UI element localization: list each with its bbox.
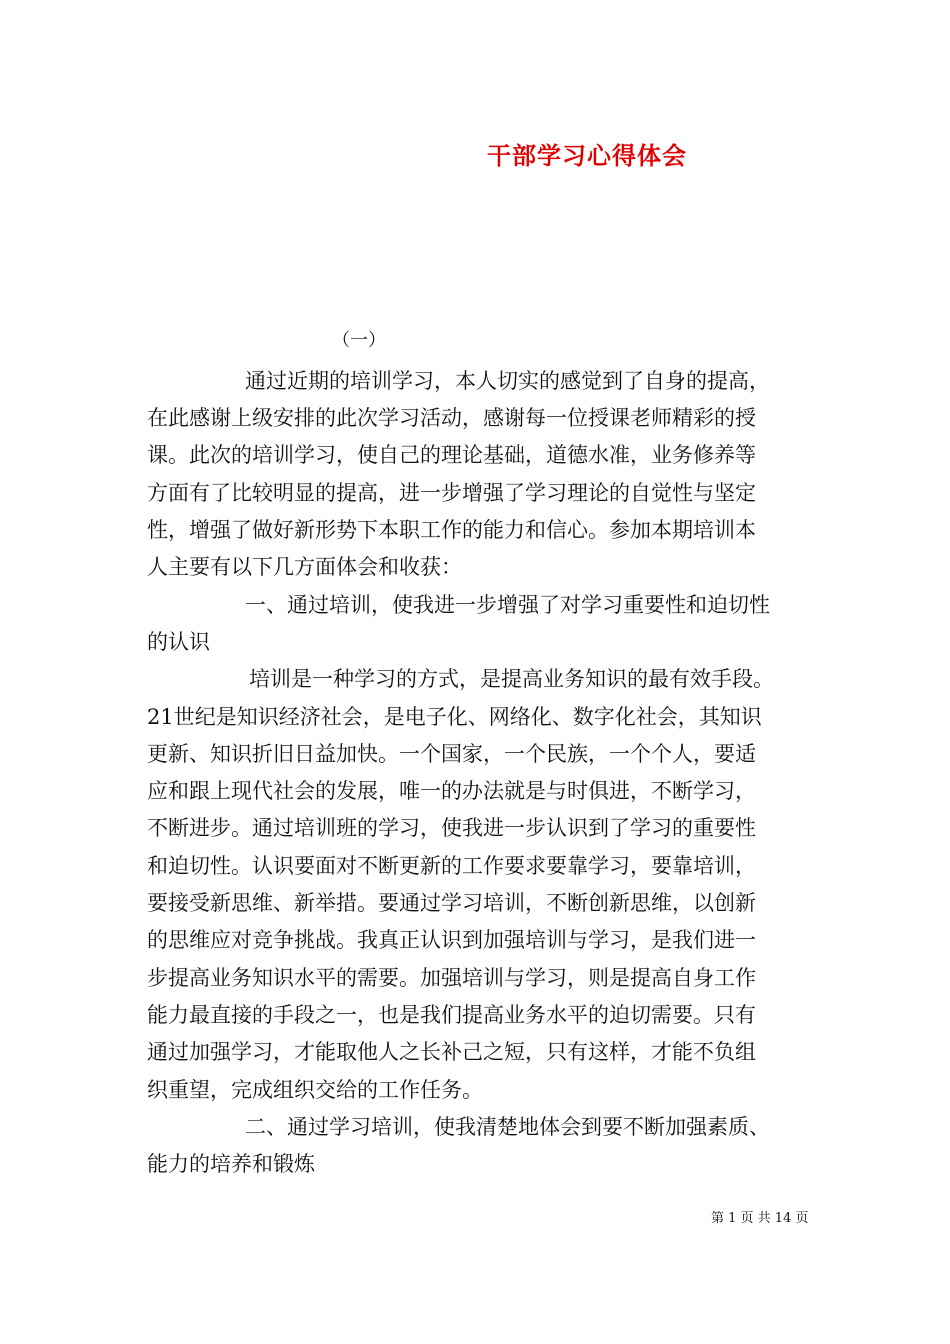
text-line: 通过近期的培训学习，本人切实的感觉到了自身的提高， — [245, 369, 770, 393]
document-title: 干部学习心得体会 — [487, 141, 687, 170]
text-line: 21世纪是知识经济社会，是电子化、网络化、数字化社会，其知识 — [147, 705, 762, 729]
text-line: 在此感谢上级安排的此次学习活动，感谢每一位授课老师精彩的授 — [147, 406, 756, 430]
text-line: 能力的培养和锻炼 — [147, 1152, 315, 1176]
text-line: 培训是一种学习的方式，是提高业务知识的最有效手段。 — [249, 667, 774, 691]
text-line: 人主要有以下几方面体会和收获： — [147, 555, 462, 579]
text-line: 课。此次的培训学习，使自己的理论基础，道德水准，业务修养等 — [147, 443, 756, 467]
section-marker: （一） — [332, 330, 386, 351]
text-line: 更新、知识折旧日益加快。一个国家，一个民族，一个个人，要适 — [147, 742, 756, 766]
text-line: 应和跟上现代社会的发展，唯一的办法就是与时俱进，不断学习， — [147, 779, 756, 803]
text-line: 性，增强了做好新形势下本职工作的能力和信心。参加本期培训本 — [147, 518, 756, 542]
text-line: 要接受新思维、新举措。要通过学习培训，不断创新思维，以创新 — [147, 891, 756, 915]
text-line: 能力最直接的手段之一，也是我们提高业务水平的迫切需要。只有 — [147, 1003, 756, 1027]
text-line: 的认识 — [147, 630, 210, 654]
page-number-footer: 第 1 页 共 14 页 — [711, 1211, 809, 1226]
text-line: 一、通过培训，使我进一步增强了对学习重要性和迫切性 — [245, 593, 770, 617]
text-line: 步提高业务知识水平的需要。加强培训与学习，则是提高自身工作 — [147, 966, 756, 990]
text-line: 方面有了比较明显的提高，进一步增强了学习理论的自觉性与坚定 — [147, 481, 756, 505]
text-line: 和迫切性。认识要面对不断更新的工作要求要靠学习，要靠培训， — [147, 854, 756, 878]
text-line: 不断进步。通过培训班的学习，使我进一步认识到了学习的重要性 — [147, 816, 756, 840]
text-line: 的思维应对竞争挑战。我真正认识到加强培训与学习，是我们进一 — [147, 928, 756, 952]
text-line: 通过加强学习，才能取他人之长补己之短，只有这样，才能不负组 — [147, 1040, 756, 1064]
text-line: 织重望，完成组织交给的工作任务。 — [147, 1078, 483, 1102]
text-line: 二、通过学习培训，使我清楚地体会到要不断加强素质、 — [245, 1115, 770, 1139]
